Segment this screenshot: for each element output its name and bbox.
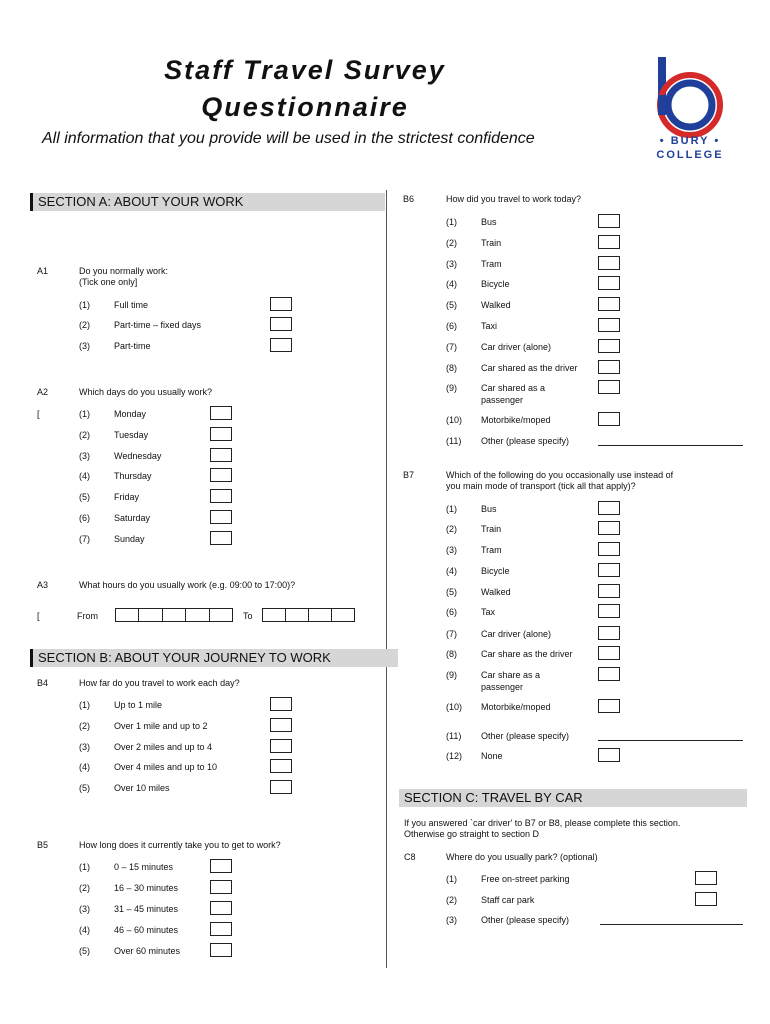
- option-label: Car driver (alone): [481, 629, 552, 639]
- checkbox[interactable]: [270, 317, 292, 331]
- option-number: (4): [446, 279, 457, 289]
- question-a2: Which days do you usually work?: [79, 387, 213, 397]
- option-label: Car share as the driver: [481, 649, 573, 659]
- section-c-intro-2: Otherwise go straight to section D: [404, 829, 540, 839]
- from-time-input[interactable]: [115, 608, 233, 622]
- section-b-heading: SECTION B: ABOUT YOUR JOURNEY TO WORK: [30, 649, 398, 667]
- checkbox[interactable]: [598, 501, 620, 515]
- checkbox[interactable]: [598, 604, 620, 618]
- option-number: (9): [446, 670, 457, 680]
- from-label: From: [77, 611, 98, 621]
- checkbox[interactable]: [598, 276, 620, 290]
- checkbox[interactable]: [210, 406, 232, 420]
- section-a-heading: SECTION A: ABOUT YOUR WORK: [30, 193, 385, 211]
- option-label: Car share as a: [481, 670, 541, 680]
- checkbox[interactable]: [210, 943, 232, 957]
- a3-bracket: [: [37, 611, 40, 621]
- option-label: Full time: [114, 300, 149, 310]
- option-number: (1): [79, 409, 90, 419]
- option-label: Train: [481, 524, 502, 534]
- option-label: Car shared as a: [481, 383, 546, 393]
- checkbox[interactable]: [210, 448, 232, 462]
- section-c-intro-1: If you answered `car driver' to B7 or B8, please complete this section.: [404, 818, 681, 828]
- option-label: Up to 1 mile: [114, 700, 163, 710]
- checkbox[interactable]: [598, 748, 620, 762]
- option-label: Other (please specify): [481, 915, 570, 925]
- option-label: Motorbike/moped: [481, 415, 551, 425]
- checkbox[interactable]: [210, 427, 232, 441]
- option-label: Bus: [481, 504, 497, 514]
- checkbox[interactable]: [270, 780, 292, 794]
- option-number: (11): [446, 731, 462, 741]
- a2-bracket: [: [37, 409, 40, 419]
- option-label: Bus: [481, 217, 497, 227]
- checkbox[interactable]: [270, 739, 292, 753]
- question-b7: Which of the following do you occasionally use instead of: [446, 470, 674, 480]
- checkbox[interactable]: [598, 412, 620, 426]
- option-label: Car shared as the driver: [481, 363, 578, 373]
- option-label: Bicycle: [481, 566, 510, 576]
- option-label: Car driver (alone): [481, 342, 552, 352]
- option-number: (3): [446, 545, 457, 555]
- question-code-a2: A2: [37, 387, 49, 397]
- option-number: (7): [446, 629, 457, 639]
- option-label-line2: passenger: [481, 682, 524, 692]
- checkbox[interactable]: [598, 699, 620, 713]
- checkbox[interactable]: [270, 338, 292, 352]
- option-number: (8): [446, 363, 457, 373]
- option-number: (4): [446, 566, 457, 576]
- option-number: (6): [79, 513, 90, 523]
- option-number: (3): [446, 259, 457, 269]
- checkbox[interactable]: [598, 339, 620, 353]
- option-label-line2: passenger: [481, 395, 524, 405]
- option-number: (11): [446, 436, 462, 446]
- option-number: (1): [79, 300, 90, 310]
- checkbox[interactable]: [598, 626, 620, 640]
- question-a1-note: (Tick one only]: [79, 277, 138, 287]
- option-label: Friday: [114, 492, 140, 502]
- option-number: (3): [79, 451, 90, 461]
- column-divider: [386, 190, 387, 968]
- checkbox[interactable]: [210, 468, 232, 482]
- question-code-a1: A1: [37, 266, 49, 276]
- checkbox[interactable]: [210, 880, 232, 894]
- option-label: 46 – 60 minutes: [114, 925, 179, 935]
- option-number: (2): [446, 524, 457, 534]
- option-number: (5): [446, 300, 457, 310]
- specify-line-input[interactable]: [600, 924, 743, 925]
- specify-line-input[interactable]: [598, 445, 743, 446]
- logo-mark-icon: [650, 55, 730, 145]
- logo-text-bury: • BURY •: [659, 135, 721, 147]
- option-number: (1): [446, 217, 457, 227]
- checkbox[interactable]: [210, 489, 232, 503]
- option-label: Over 10 miles: [114, 783, 170, 793]
- option-number: (10): [446, 702, 463, 712]
- option-number: (5): [79, 783, 90, 793]
- option-number: (3): [446, 915, 457, 925]
- option-label: Staff car park: [481, 895, 535, 905]
- checkbox[interactable]: [598, 646, 620, 660]
- option-number: (2): [79, 883, 90, 893]
- title-line-1: Staff Travel Survey: [164, 55, 446, 85]
- question-b4: How far do you travel to work each day?: [79, 678, 240, 688]
- option-number: (2): [446, 238, 457, 248]
- question-b6: How did you travel to work today?: [446, 194, 582, 204]
- checkbox[interactable]: [598, 256, 620, 270]
- option-label: Other (please specify): [481, 731, 570, 741]
- question-c8: Where do you usually park? (optional): [446, 852, 598, 862]
- option-number: (3): [79, 341, 90, 351]
- option-number: (1): [79, 700, 90, 710]
- checkbox[interactable]: [598, 542, 620, 556]
- checkbox[interactable]: [598, 297, 620, 311]
- checkbox[interactable]: [695, 871, 717, 885]
- specify-line-input[interactable]: [598, 740, 743, 741]
- option-number: (4): [79, 471, 90, 481]
- checkbox[interactable]: [598, 360, 620, 374]
- option-label: 0 – 15 minutes: [114, 862, 174, 872]
- to-label: To: [243, 611, 253, 621]
- checkbox[interactable]: [598, 214, 620, 228]
- option-number: (7): [446, 342, 457, 352]
- option-number: (1): [446, 504, 457, 514]
- option-number: (8): [446, 649, 457, 659]
- checkbox[interactable]: [210, 922, 232, 936]
- checkbox[interactable]: [270, 297, 292, 311]
- option-label: Wednesday: [114, 451, 162, 461]
- option-number: (9): [446, 383, 457, 393]
- checkbox[interactable]: [598, 521, 620, 535]
- option-label: Part-time: [114, 341, 151, 351]
- section-c-heading: SECTION C: TRAVEL BY CAR: [399, 789, 747, 807]
- option-label: Over 2 miles and up to 4: [114, 742, 213, 752]
- question-code-b5: B5: [37, 840, 49, 850]
- option-number: (10): [446, 415, 463, 425]
- option-number: (4): [79, 925, 90, 935]
- option-label: Other (please specify): [481, 436, 570, 446]
- option-number: (7): [79, 534, 90, 544]
- checkbox[interactable]: [695, 892, 717, 906]
- option-number: (3): [79, 904, 90, 914]
- option-label: Tram: [481, 259, 502, 269]
- question-a1: Do you normally work:: [79, 266, 169, 276]
- option-number: (2): [79, 430, 90, 440]
- checkbox[interactable]: [598, 667, 620, 681]
- option-label: Tax: [481, 607, 496, 617]
- option-label: Train: [481, 238, 502, 248]
- checkbox[interactable]: [270, 718, 292, 732]
- option-label: Part-time – fixed days: [114, 320, 202, 330]
- bury-college-logo: [650, 55, 730, 165]
- question-code-b4: B4: [37, 678, 49, 688]
- option-label: Tuesday: [114, 430, 149, 440]
- checkbox[interactable]: [210, 859, 232, 873]
- checkbox[interactable]: [598, 584, 620, 598]
- option-label: Walked: [481, 300, 511, 310]
- option-number: (2): [446, 895, 457, 905]
- option-number: (6): [446, 607, 457, 617]
- to-time-input[interactable]: [262, 608, 355, 622]
- option-number: (1): [446, 874, 457, 884]
- option-label: Motorbike/moped: [481, 702, 551, 712]
- question-code-b6: B6: [403, 194, 415, 204]
- option-label: Over 1 mile and up to 2: [114, 721, 208, 731]
- option-label: Thursday: [114, 471, 152, 481]
- checkbox[interactable]: [210, 510, 232, 524]
- option-number: (12): [446, 751, 463, 761]
- option-label: Saturday: [114, 513, 151, 523]
- option-number: (1): [79, 862, 90, 872]
- question-a3: What hours do you usually work (e.g. 09:00 to 17:00)?: [79, 580, 296, 590]
- option-number: (5): [79, 946, 90, 956]
- option-label: Monday: [114, 409, 147, 419]
- checkbox[interactable]: [598, 235, 620, 249]
- option-label: Walked: [481, 587, 511, 597]
- option-label: None: [481, 751, 503, 761]
- option-number: (5): [79, 492, 90, 502]
- checkbox[interactable]: [210, 901, 232, 915]
- option-label: Over 4 miles and up to 10: [114, 762, 218, 772]
- option-label: Taxi: [481, 321, 498, 331]
- option-label: Bicycle: [481, 279, 510, 289]
- option-label: 16 – 30 minutes: [114, 883, 179, 893]
- question-b5: How long does it currently take you to get to work?: [79, 840, 281, 850]
- option-number: (3): [79, 742, 90, 752]
- option-label: Tram: [481, 545, 502, 555]
- logo-text-college: COLLEGE: [656, 149, 724, 161]
- question-code-b7: B7: [403, 470, 415, 480]
- option-number: (2): [79, 320, 90, 330]
- option-number: (5): [446, 587, 457, 597]
- option-label: Over 60 minutes: [114, 946, 181, 956]
- checkbox[interactable]: [598, 563, 620, 577]
- question-b7-line2: you main mode of transport (tick all that apply)?: [446, 481, 636, 491]
- subtitle: All information that you provide will be used in the strictest confidence: [42, 130, 535, 147]
- question-code-c8: C8: [404, 852, 416, 862]
- checkbox[interactable]: [270, 759, 292, 773]
- option-number: (2): [79, 721, 90, 731]
- checkbox[interactable]: [598, 380, 620, 394]
- title-line-2: Questionnaire: [201, 92, 409, 122]
- option-number: (4): [79, 762, 90, 772]
- option-label: Free on-street parking: [481, 874, 570, 884]
- checkbox[interactable]: [270, 697, 292, 711]
- option-number: (6): [446, 321, 457, 331]
- question-code-a3: A3: [37, 580, 49, 590]
- option-label: Sunday: [114, 534, 145, 544]
- checkbox[interactable]: [210, 531, 232, 545]
- option-label: 31 – 45 minutes: [114, 904, 179, 914]
- checkbox[interactable]: [598, 318, 620, 332]
